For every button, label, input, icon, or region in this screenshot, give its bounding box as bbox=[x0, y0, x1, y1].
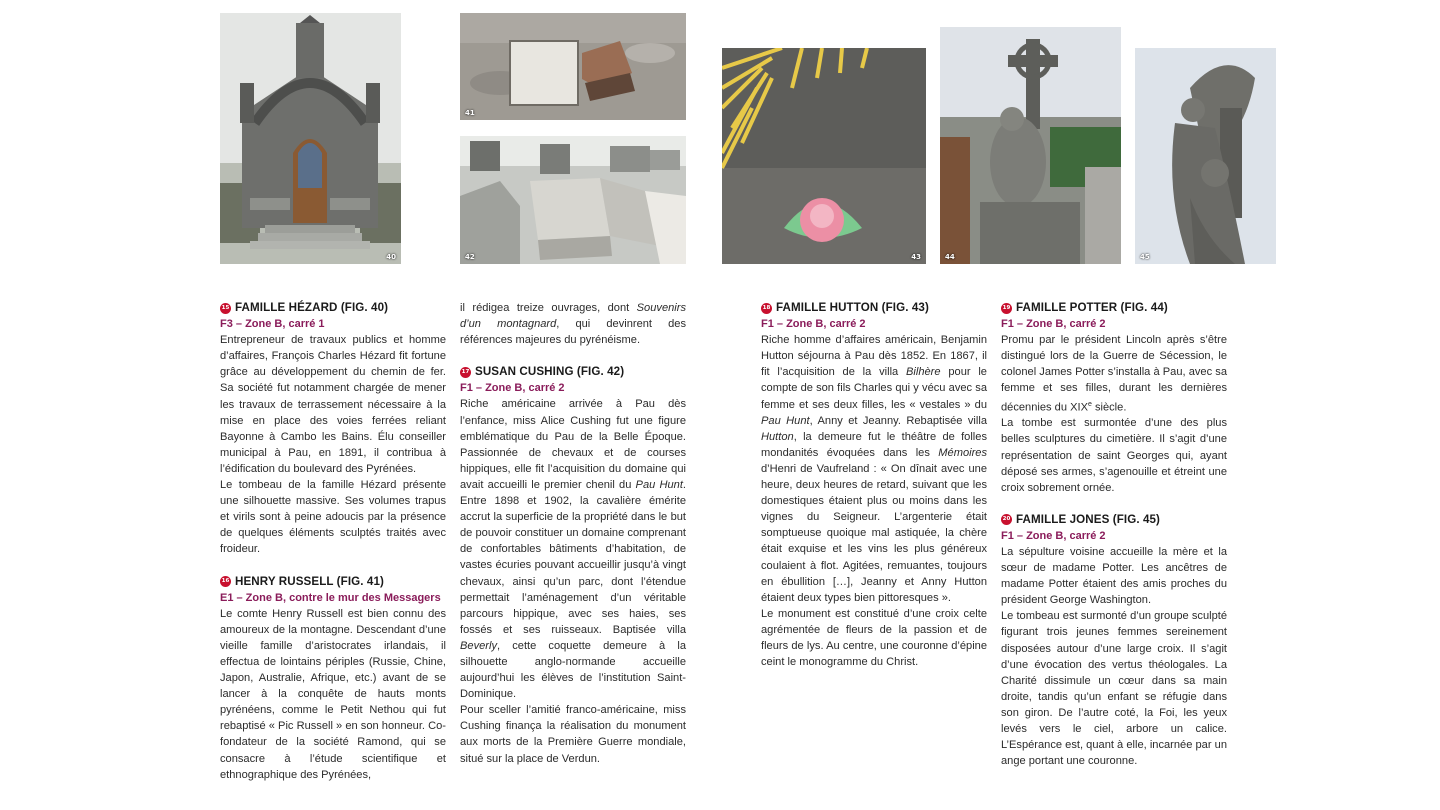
entry-heading bbox=[761, 300, 987, 316]
entry-location: F1 – Zone B, carré 2 bbox=[1001, 529, 1106, 542]
entry-location: E1 – Zone B, contre le mur des Messagers bbox=[220, 591, 441, 604]
entry-heading bbox=[460, 364, 686, 380]
entry-paragraph: La tombe est surmontée d’une des plus belles sculptures du cimetière. Il s’agit d’une représentation de saint Georges qui, ayant déposé ses armes, s’agenouille et étreint une croix sobrement ornée. bbox=[1001, 417, 1227, 494]
text-column-1 bbox=[220, 300, 446, 783]
entry-title: FAMILLE POTTER (FIG. 44) bbox=[1016, 301, 1168, 314]
plaque-image bbox=[460, 13, 686, 120]
figure-number: 45 bbox=[1140, 253, 1150, 261]
entry-heading bbox=[220, 300, 446, 316]
figure-number: 40 bbox=[386, 253, 396, 261]
entry-heading bbox=[220, 574, 446, 590]
mausoleum-image bbox=[220, 13, 401, 264]
celtic-cross-image bbox=[940, 27, 1121, 264]
entry-number-badge: 16 bbox=[220, 576, 231, 587]
entry-number-badge: 17 bbox=[460, 367, 471, 378]
entry-number-badge: 15 bbox=[220, 303, 231, 314]
grave-rose-image bbox=[722, 48, 926, 264]
figure-number: 42 bbox=[465, 253, 475, 261]
entry-title: FAMILLE HÉZARD (FIG. 40) bbox=[235, 301, 389, 314]
text-column-4 bbox=[1001, 300, 1227, 769]
figure-40-photo bbox=[220, 13, 401, 264]
entry-paragraph: Pour sceller l’amitié franco-américaine, miss Cushing finança la réalisation du monument aux morts de la Première Guerre mondiale, situé sur la place de Verdun. bbox=[460, 704, 686, 765]
tomb-slab-image bbox=[460, 136, 686, 264]
figure-45-photo bbox=[1135, 48, 1276, 264]
entry-paragraph: La sépulture voisine accueille la mère et la sœur de madame Potter. Les ancêtres de madame Potter étaient des amis proches du président George Washington. bbox=[1001, 546, 1227, 607]
entry-number-badge: 19 bbox=[1001, 303, 1012, 314]
figure-43-photo bbox=[722, 48, 926, 264]
figure-42-photo bbox=[460, 136, 686, 264]
figure-number: 44 bbox=[945, 253, 955, 261]
entry-heading bbox=[1001, 300, 1227, 316]
entry-title: SUSAN CUSHING (FIG. 42) bbox=[475, 365, 625, 379]
entry-paragraph: Promu par le président Lincoln après s’être distingué lors de la Guerre de Sécession, le colonel James Potter s’installa à Pau, avec sa femme et ses filles, durant les dernières décennies du XIXe siècle. bbox=[1001, 334, 1227, 414]
entry-location: F3 – Zone B, carré 1 bbox=[220, 318, 325, 331]
entry-location: F1 – Zone B, carré 2 bbox=[460, 382, 565, 395]
entry-number-badge: 20 bbox=[1001, 514, 1012, 525]
entry-paragraph: Riche américaine arrivée à Pau dès l’enfance, miss Alice Cushing fut une figure emblématique du Pau de la Belle Époque. Passionnée de chevaux et de courses hippiques, elle fit l’acquisition du domaine qui avait accueilli le premier chenil du Pau Hunt. Entre 1898 et 1902, la cavalière émérite accrut la superficie de la propriété dans le but de pouvoir constituer un domaine comprenant de confortables bâtiments d’habitation, de vastes écuries pouvant accueillir jusqu’à vingt chevaux, ainsi qu’un parc, dont l’étendue permettait l’aménagement d’un véritable parcours hippique, avec ses haies, ses fossés et ses ruisseaux. Baptisée villa Beverly, cette coquette demeure à la silhouette anglo-normande accueille aujourd’hui les élèves de l’institution Saint-Dominique. bbox=[460, 398, 686, 701]
entry-paragraph: Le monument est constitué d’une croix celte agrémentée de fleurs de la passion et de fleurs de lys. Au centre, une couronne d’épine ceint le monogramme du Christ. bbox=[761, 607, 987, 669]
entry-paragraph: Le comte Henry Russell est bien connu des amoureux de la montagne. Descendant d’une vieille famille d’aristocrates irlandais, il effectua de lointains périples (Russie, Chine, Japon, Australie, Afrique, etc.) avant de se lancer à la conquête de hauts monts pyrénéens, comme le Petit Nethou qui fut rebaptisé « Pic Russell » en son honneur. Co-fondateur de la société Ramond, qui se consacre à l’étude scientifique et ethnographique des Pyrénées, bbox=[220, 607, 446, 781]
entry-title: FAMILLE HUTTON (FIG. 43) bbox=[776, 301, 929, 314]
entry-location: F1 – Zone B, carré 2 bbox=[761, 318, 866, 331]
entry-number-badge: 18 bbox=[761, 303, 772, 314]
entry-paragraph: Entrepreneur de travaux publics et homme d’affaires, François Charles Hézard fit fortune grâce au développement du chemin de fer. Sa société fut notamment chargée de mener les travaux de terrassement nécessaire à la mise en place des voies ferrées reliant Bayonne à Cambo les Bains. Élu conseiller municipal à Pau, en 1891, il contribua à l’édification du boulevard des Pyrénées. bbox=[220, 334, 446, 475]
angel-sculpture-image bbox=[1135, 48, 1276, 264]
figure-41-photo bbox=[460, 13, 686, 120]
entry-title: HENRY RUSSELL (FIG. 41) bbox=[235, 574, 384, 588]
entry-paragraph-continued: il rédigea treize ouvrages, dont Souvenirs d’un montagnard, qui devinrent des références majeures du pyrénéisme. bbox=[460, 302, 686, 347]
figure-number: 41 bbox=[465, 109, 475, 117]
figure-44-photo bbox=[940, 27, 1121, 264]
entry-title: FAMILLE JONES (FIG. 45) bbox=[1016, 512, 1161, 526]
entry-paragraph: Le tombeau de la famille Hézard présente une silhouette massive. Ses volumes trapus et virils sont à peine adoucis par la présence de quelques éléments sculptés traités avec froideur. bbox=[220, 479, 446, 556]
figure-number: 43 bbox=[911, 253, 921, 261]
entry-heading bbox=[1001, 512, 1227, 528]
text-column-2 bbox=[460, 300, 686, 767]
entry-paragraph: Riche homme d’affaires américain, Benjamin Hutton séjourna à Pau dès 1852. En 1867, il fit l’acquisition de la villa Bilhère pour le compte de son fils Charles qui y vécu avec sa femme et ses deux filles, les « vestales » du Pau Hunt, Anny et Jeanny. Rebaptisée villa Hutton, la demeure fut le théâtre de folles mondanités évoquées dans les Mémoires d’Henri de Vaufreland : « On dînait avec une heure, deux heures de retard, suivant que les domestiques étaient plus ou moins dans les vignes du Seigneur. L’argenterie était somptueuse quoique mal astiquée, la chère était exquise et les vins les plus généreux coulaient à flot. Agitées, remuantes, toujours en ébullition […], Jeanny et Anny Hutton étaient deux types bien pittoresques ». bbox=[761, 334, 988, 604]
entry-location: F1 – Zone B, carré 2 bbox=[1001, 318, 1106, 331]
entry-paragraph: Le tombeau est surmonté d’un groupe sculpté figurant trois jeunes femmes sereinement disposées autour d’une large croix. Il s’agit d’une évocation des vertus théologales. La Charité dissimule un cœur dans sa main droite, tandis qu’un enfant se réfugie dans son giron. De l’autre coté, la Foi, les yeux levés vers le ciel, arbore un calice. L’Espérance est, quant à elle, incarnée par un ange portant une couronne. bbox=[1001, 610, 1227, 768]
text-column-3 bbox=[761, 300, 987, 670]
